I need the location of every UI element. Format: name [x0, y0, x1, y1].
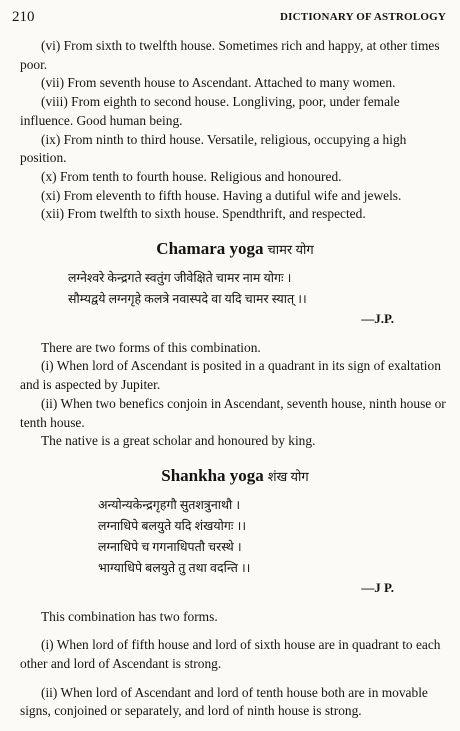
sanskrit-verse — [20, 495, 450, 579]
page-header — [12, 9, 446, 29]
list-item: (xi) From eleventh to fifth house. Having a dutiful wife and jewels. — [41, 187, 402, 203]
paragraph: (ii) When two benefics conjoin in Ascendant, seventh house, ninth house or tenth house. — [20, 395, 446, 430]
paragraph: The native is a great scholar and honoured by king. — [41, 433, 316, 449]
verse-source: —J.P. — [361, 311, 394, 327]
list-item: (viii) From eighth to second house. Longliving, poor, under female influence. Good human being. — [20, 94, 400, 128]
heading-text: Chamara yoga — [156, 239, 264, 259]
list-item: (ix) From ninth to third house. Versatile, religious, occupying a high position. — [20, 131, 407, 166]
sanskrit-verse — [20, 268, 450, 310]
page-body — [20, 37, 450, 721]
paragraph: (i) When lord of Ascendant is posited in a quadrant in its sign of exaltation and is aspected by Jupiter. — [20, 358, 441, 393]
verse-line: अन्योन्यकेन्द्रगृहगौ सुतशत्रुनाथौ । — [98, 497, 241, 512]
verse-line: लग्नाधिपे च गगनाधिपतौ चरस्थे । — [98, 539, 242, 554]
list-item: (vii) From seventh house to Ascendant. Attached to many women. — [41, 75, 396, 91]
heading-text: Shankha yoga — [161, 465, 264, 485]
running-title: DICTIONARY OF ASTROLOGY — [280, 11, 446, 23]
section-heading-chamara — [20, 238, 450, 261]
page-number: 210 — [12, 9, 35, 25]
heading-devanagari: शंख योग — [267, 468, 309, 484]
verse-line: लग्नेश्वरे केन्द्रगते स्वतुंग जीवेक्षिते चामर नाम योगः । — [68, 271, 292, 286]
list-item: (xii) From twelfth to sixth house. Spendthrift, and respected. — [41, 206, 366, 222]
verse-source: —J P. — [361, 579, 394, 595]
section-heading-shankha — [20, 465, 450, 488]
verse-line: लग्नाधिपे बलयुते यदि शंखयोगः ।। — [98, 518, 247, 533]
list-item: (vi) From sixth to twelfth house. Sometimes rich and happy, at other times poor. — [20, 38, 440, 72]
paragraph: (i) When lord of fifth house and lord of sixth house are in quadrant to each other and lord of Ascendant is strong. — [20, 637, 441, 672]
paragraph: There are two forms of this combination. — [41, 339, 261, 355]
list-item: (x) From tenth to fourth house. Religious and honoured. — [41, 168, 342, 184]
paragraph: (ii) When lord of Ascendant and lord of tenth house both are in movable signs, conjoined or separately, and lord of ninth house is strong. — [20, 684, 428, 719]
paragraph: This combination has two forms. — [41, 608, 218, 624]
verse-line: सौम्यद्वये लग्नगृहे कलत्रे नवास्पदे वा यदि चामर स्यात् ।। — [68, 292, 307, 307]
heading-devanagari: चामर योग — [267, 242, 314, 258]
verse-line: भाग्याधिपे बलयुते तु तथा वदन्ति ।। — [98, 560, 251, 575]
